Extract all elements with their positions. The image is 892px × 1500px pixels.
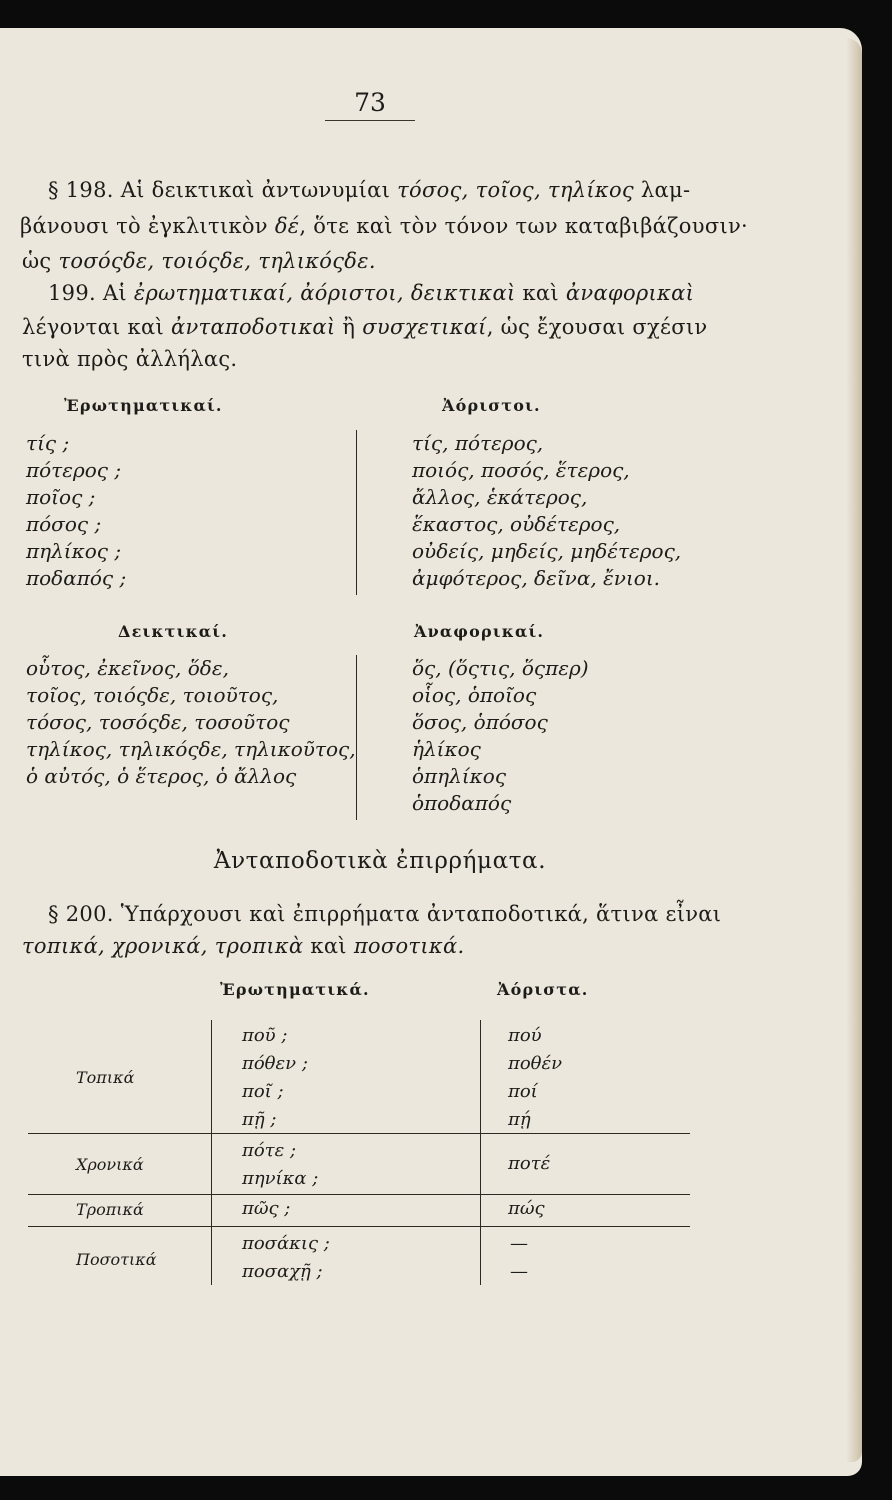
list-item: — <box>510 1261 528 1282</box>
list-item: ἡλίκος <box>412 737 481 761</box>
quantitative-indefinite-adverbs <box>510 1230 528 1286</box>
list-item: οὗτος, ἐκεῖνος, ὅδε, <box>26 656 229 680</box>
page-edge <box>846 38 862 1462</box>
list-item: ἕκαστος, οὐδέτερος, <box>412 512 621 536</box>
adverb-table-row-rule <box>28 1133 690 1134</box>
header-interrogative-pronouns: Ἐρωτηματικαί. <box>64 396 223 415</box>
section-200-line-2: τοπικά, χρονικά, τροπικὰ καὶ ποσοτικά. <box>22 934 465 958</box>
list-item: ποτέ <box>508 1153 551 1174</box>
list-item: πότε ; <box>242 1140 297 1161</box>
list-item: ὅς, (ὅςτις, ὅςπερ) <box>412 656 589 680</box>
list-item: ποθέν <box>508 1053 563 1074</box>
temporal-interrogative-adverbs <box>242 1137 318 1193</box>
list-item: ὁποδαπός <box>412 791 512 815</box>
section-199-line-3: τινὰ πρὸς ἀλλήλας. <box>22 347 238 371</box>
list-item: ποσαχῇ ; <box>242 1261 323 1282</box>
list-item: ὅσος, ὁπόσος <box>412 710 548 734</box>
list-item: πηλίκος ; <box>26 539 122 563</box>
header-interrogative-adverbs: Ἐρωτηματικά. <box>220 980 370 999</box>
list-item: ποιός, ποσός, ἕτερος, <box>412 458 630 482</box>
section-199-line-1: 199. Αἱ ἐρωτηματικαί, ἀόριστοι, δεικτικαὶ καὶ ἀναφορικαὶ <box>48 281 695 305</box>
list-item: τοῖος, τοιόςδε, τοιοῦτος, <box>26 683 279 707</box>
list-item: πώς <box>508 1198 545 1219</box>
section-198-line-1: § 198. Αἱ δεικτικαὶ ἀντωνυμίαι τόσος, τοῖος, τηλίκος λαμ- <box>48 178 691 202</box>
pronoun-divider-upper <box>356 430 357 595</box>
list-item: ἀμφότερος, δεῖνα, ἔνιοι. <box>412 566 661 590</box>
adverbs-section-title: Ἀνταποδοτικὰ ἐπιρρήματα. <box>213 848 547 874</box>
list-item: τίς ; <box>26 431 70 455</box>
page-number-rule <box>325 120 415 121</box>
row-label-temporal: Χρονικά <box>76 1155 144 1174</box>
list-item: ποσάκις ; <box>242 1233 330 1254</box>
header-demonstrative-pronouns: Δεικτικαί. <box>118 622 228 641</box>
quantitative-interrogative-adverbs <box>242 1230 330 1286</box>
adverb-table-row-rule <box>28 1226 690 1227</box>
list-item: τόσος, τοσόςδε, τοσοῦτος <box>26 710 290 734</box>
list-item: πόθεν ; <box>242 1053 308 1074</box>
row-label-quantitative: Ποσοτικά <box>76 1250 157 1269</box>
list-item: τίς, πότερος, <box>412 431 544 455</box>
list-item: οὐδείς, μηδείς, μηδέτερος, <box>412 539 682 563</box>
list-item: ποδαπός ; <box>26 566 127 590</box>
adverb-table-divider-left <box>211 1020 212 1285</box>
indefinite-pronoun-list <box>412 430 681 592</box>
header-indefinite-pronouns: Ἀόριστοι. <box>442 396 541 415</box>
local-interrogative-adverbs <box>242 1022 308 1134</box>
row-label-modal: Τροπικά <box>76 1200 144 1219</box>
list-item: ὁ αὐτός, ὁ ἕτερος, ὁ ἄλλος <box>26 764 297 788</box>
list-item: τηλίκος, τηλικόςδε, τηλικοῦτος, <box>26 737 356 761</box>
list-item: ἄλλος, ἑκάτερος, <box>412 485 588 509</box>
demonstrative-pronoun-list <box>26 655 356 790</box>
row-label-local: Τοπικά <box>76 1068 135 1087</box>
list-item: οἷος, ὁποῖος <box>412 683 537 707</box>
list-item: ποῖ ; <box>242 1081 284 1102</box>
list-item: πόσος ; <box>26 512 102 536</box>
local-indefinite-adverbs <box>508 1022 562 1134</box>
list-item: πῄ <box>508 1109 531 1130</box>
section-200-line-1: § 200. Ὑπάρχουσι καὶ ἐπιρρήματα ἀνταποδοτικά, ἅτινα εἶναι <box>48 902 722 926</box>
list-item: πότερος ; <box>26 458 122 482</box>
list-item: ποῦ ; <box>242 1025 288 1046</box>
header-relative-pronouns: Ἀναφορικαί. <box>414 622 545 641</box>
section-198-line-3: ὡς τοσόςδε, τοιόςδε, τηλικόςδε. <box>22 249 376 273</box>
list-item: — <box>510 1233 528 1254</box>
header-indefinite-adverbs: Ἀόριστα. <box>497 980 589 999</box>
adverb-table-row-rule <box>28 1194 690 1195</box>
interrogative-pronoun-list <box>26 430 126 592</box>
temporal-indefinite-adverbs <box>508 1153 550 1174</box>
relative-pronoun-list <box>412 655 589 817</box>
list-item: πηνίκα ; <box>242 1168 319 1189</box>
modal-indefinite-adverbs <box>508 1198 545 1219</box>
list-item: ποί <box>508 1081 538 1102</box>
section-198-line-2: βάνουσι τὸ ἐγκλιτικὸν δέ, ὅτε καὶ τὸν τόνον των καταβιβάζουσιν· <box>20 214 749 238</box>
list-item: ὁπηλίκος <box>412 764 507 788</box>
list-item: πῇ ; <box>242 1109 277 1130</box>
list-item: πού <box>508 1025 542 1046</box>
adverb-table-divider-right <box>480 1020 481 1285</box>
list-item: πῶς ; <box>242 1198 291 1219</box>
pronoun-divider-lower <box>356 655 357 820</box>
modal-interrogative-adverbs <box>242 1198 290 1219</box>
section-199-line-2: λέγονται καὶ ἀνταποδοτικαὶ ἢ συσχετικαί, ὡς ἔχουσαι σχέσιν <box>22 315 708 339</box>
list-item: ποῖος ; <box>26 485 96 509</box>
page-number: 73 <box>354 88 386 117</box>
